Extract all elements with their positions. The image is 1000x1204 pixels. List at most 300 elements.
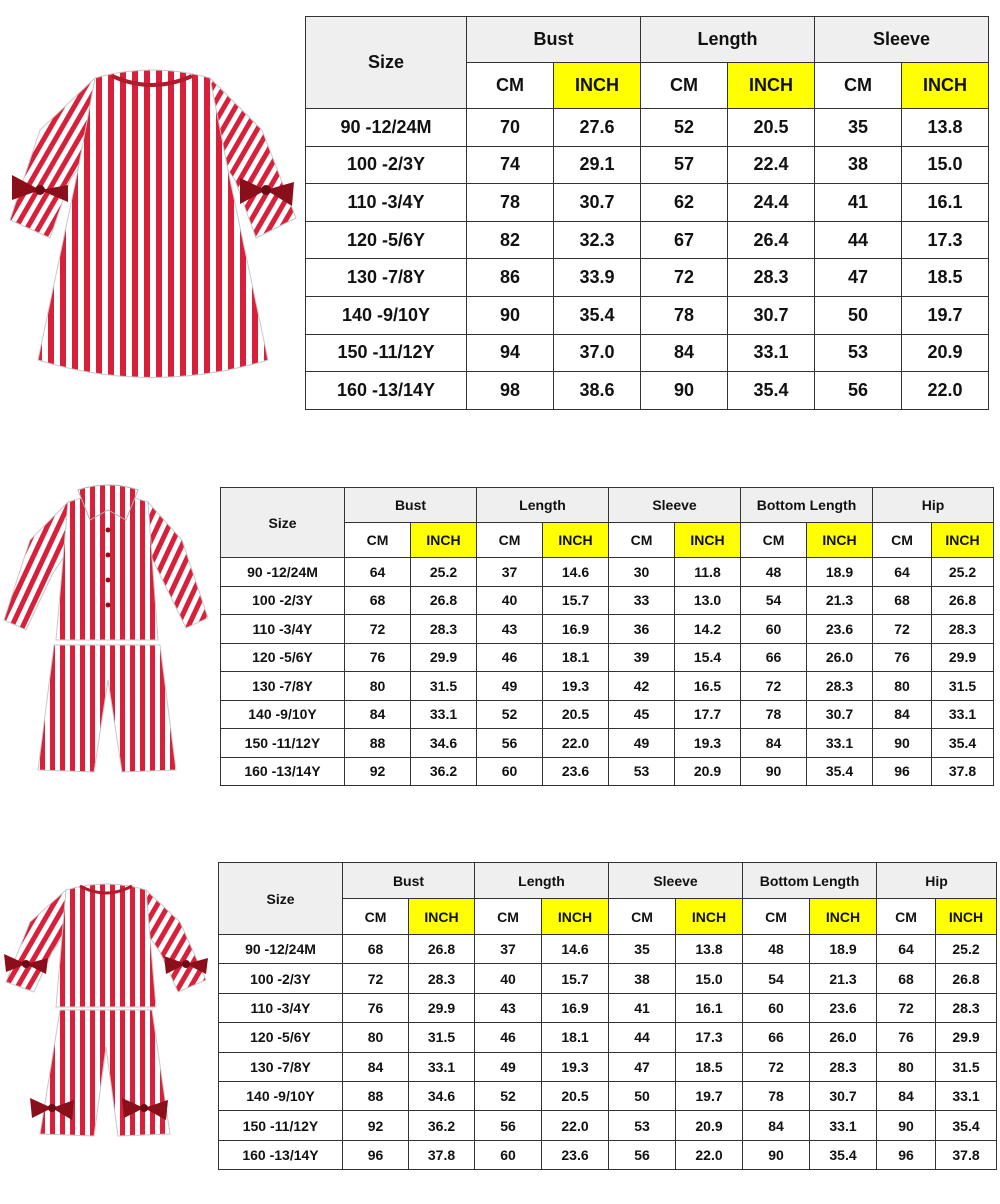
measurement-cell: 56: [609, 1140, 676, 1169]
measurement-cell: 18.1: [543, 643, 609, 672]
measurement-cell: 60: [741, 615, 807, 644]
table-row: [221, 643, 994, 672]
pajama-set-ruffle-illustration: [0, 872, 215, 1142]
measurement-cell: 23.6: [543, 757, 609, 786]
unit-inch: INCH: [932, 523, 994, 558]
size-label-cell: 110 -3/4Y: [221, 615, 345, 644]
measurement-cell: 66: [743, 1023, 810, 1052]
measurement-cell: 28.3: [810, 1052, 877, 1081]
measurement-cell: 31.5: [932, 672, 994, 701]
size-label-cell: 130 -7/8Y: [221, 672, 345, 701]
table-row: [221, 700, 994, 729]
measurement-cell: 82: [467, 221, 554, 259]
measurement-cell: 13.8: [902, 109, 989, 147]
unit-inch: INCH: [936, 899, 997, 935]
measurement-cell: 14.6: [542, 935, 609, 964]
measurement-cell: 38: [609, 964, 676, 993]
measurement-cell: 56: [815, 372, 902, 410]
measurement-cell: 36.2: [409, 1111, 475, 1140]
measurement-cell: 46: [477, 643, 543, 672]
measurement-cell: 96: [873, 757, 932, 786]
table-row: [219, 964, 997, 993]
measurement-cell: 28.3: [932, 615, 994, 644]
size-label-cell: 90 -12/24M: [219, 935, 343, 964]
measurement-cell: 27.6: [554, 109, 641, 147]
size-label-cell: 150 -11/12Y: [306, 334, 467, 372]
table-row: [306, 296, 989, 334]
measurement-cell: 31.5: [409, 1023, 475, 1052]
measurement-cell: 24.4: [728, 184, 815, 222]
measurement-cell: 36.2: [411, 757, 477, 786]
measurement-cell: 25.2: [932, 558, 994, 587]
measurement-cell: 49: [475, 1052, 542, 1081]
measurement-cell: 50: [609, 1081, 676, 1110]
measurement-cell: 90: [873, 729, 932, 758]
measurement-cell: 84: [741, 729, 807, 758]
size-header: Size: [221, 488, 345, 558]
measurement-cell: 18.9: [807, 558, 873, 587]
measurement-cell: 86: [467, 259, 554, 297]
size-label-cell: 150 -11/12Y: [221, 729, 345, 758]
size-header: Size: [306, 17, 467, 109]
table-row: [306, 334, 989, 372]
measurement-cell: 23.6: [542, 1140, 609, 1169]
measurement-cell: 35.4: [936, 1111, 997, 1140]
measurement-cell: 41: [815, 184, 902, 222]
measurement-cell: 54: [743, 964, 810, 993]
pajama-set-collar-illustration: [0, 480, 215, 775]
measurement-cell: 15.0: [902, 146, 989, 184]
measurement-cell: 16.9: [543, 615, 609, 644]
measurement-cell: 31.5: [411, 672, 477, 701]
unit-inch: INCH: [902, 63, 989, 109]
measurement-cell: 43: [475, 993, 542, 1022]
measurement-cell: 53: [609, 757, 675, 786]
measurement-cell: 78: [467, 184, 554, 222]
measurement-cell: 13.0: [675, 586, 741, 615]
measurement-cell: 20.9: [675, 757, 741, 786]
measurement-cell: 16.5: [675, 672, 741, 701]
measurement-cell: 19.7: [676, 1081, 743, 1110]
unit-inch: INCH: [807, 523, 873, 558]
measurement-cell: 22.4: [728, 146, 815, 184]
unit-cm: CM: [475, 899, 542, 935]
measurement-cell: 60: [743, 993, 810, 1022]
measurement-cell: 64: [877, 935, 936, 964]
measurement-cell: 17.3: [902, 221, 989, 259]
measurement-cell: 48: [743, 935, 810, 964]
measurement-cell: 16.1: [902, 184, 989, 222]
measurement-cell: 28.3: [807, 672, 873, 701]
measurement-cell: 15.0: [676, 964, 743, 993]
measurement-cell: 60: [477, 757, 543, 786]
measurement-cell: 18.5: [676, 1052, 743, 1081]
measurement-cell: 28.3: [411, 615, 477, 644]
measurement-cell: 90: [467, 296, 554, 334]
table-row: [221, 757, 994, 786]
size-label-cell: 120 -5/6Y: [219, 1023, 343, 1052]
table-row: [306, 221, 989, 259]
table-row: [221, 558, 994, 587]
measurement-cell: 20.5: [542, 1081, 609, 1110]
unit-cm: CM: [877, 899, 936, 935]
measurement-cell: 15.7: [542, 964, 609, 993]
size-label-cell: 90 -12/24M: [306, 109, 467, 147]
measurement-cell: 80: [343, 1023, 409, 1052]
measurement-cell: 72: [343, 964, 409, 993]
measurement-cell: 92: [345, 757, 411, 786]
measurement-cell: 35.4: [810, 1140, 877, 1169]
measurement-cell: 35: [609, 935, 676, 964]
column-header-bust: Bust: [345, 488, 477, 523]
measurement-cell: 80: [345, 672, 411, 701]
measurement-cell: 57: [641, 146, 728, 184]
measurement-cell: 35.4: [932, 729, 994, 758]
measurement-cell: 49: [609, 729, 675, 758]
unit-inch: INCH: [409, 899, 475, 935]
measurement-cell: 70: [467, 109, 554, 147]
column-header-hip: Hip: [877, 863, 997, 899]
measurement-cell: 20.5: [728, 109, 815, 147]
measurement-cell: 33.1: [936, 1081, 997, 1110]
measurement-cell: 78: [641, 296, 728, 334]
measurement-cell: 56: [475, 1111, 542, 1140]
measurement-cell: 16.1: [676, 993, 743, 1022]
measurement-cell: 29.9: [936, 1023, 997, 1052]
table-row: [306, 109, 989, 147]
column-header-bust: Bust: [467, 17, 641, 63]
measurement-cell: 38: [815, 146, 902, 184]
measurement-cell: 29.9: [409, 993, 475, 1022]
measurement-cell: 48: [741, 558, 807, 587]
measurement-cell: 40: [475, 964, 542, 993]
measurement-cell: 26.0: [810, 1023, 877, 1052]
size-label-cell: 130 -7/8Y: [306, 259, 467, 297]
measurement-cell: 47: [815, 259, 902, 297]
column-header-bottom-length: Bottom Length: [743, 863, 877, 899]
measurement-cell: 34.6: [411, 729, 477, 758]
measurement-cell: 44: [815, 221, 902, 259]
measurement-cell: 29.9: [411, 643, 477, 672]
table-row: [306, 184, 989, 222]
measurement-cell: 26.4: [728, 221, 815, 259]
measurement-cell: 14.2: [675, 615, 741, 644]
size-label-cell: 90 -12/24M: [221, 558, 345, 587]
table-row: [306, 146, 989, 184]
measurement-cell: 84: [641, 334, 728, 372]
measurement-cell: 64: [873, 558, 932, 587]
measurement-cell: 21.3: [810, 964, 877, 993]
measurement-cell: 72: [873, 615, 932, 644]
size-label-cell: 160 -13/14Y: [306, 372, 467, 410]
measurement-cell: 33.1: [932, 700, 994, 729]
unit-inch: INCH: [411, 523, 477, 558]
measurement-cell: 22.0: [543, 729, 609, 758]
measurement-cell: 31.5: [936, 1052, 997, 1081]
table-row: [219, 1023, 997, 1052]
measurement-cell: 76: [877, 1023, 936, 1052]
measurement-cell: 33.1: [728, 334, 815, 372]
measurement-cell: 60: [475, 1140, 542, 1169]
measurement-cell: 94: [467, 334, 554, 372]
size-label-cell: 120 -5/6Y: [221, 643, 345, 672]
measurement-cell: 26.8: [932, 586, 994, 615]
measurement-cell: 30.7: [728, 296, 815, 334]
measurement-cell: 14.6: [543, 558, 609, 587]
size-label-cell: 100 -2/3Y: [306, 146, 467, 184]
measurement-cell: 74: [467, 146, 554, 184]
measurement-cell: 35.4: [807, 757, 873, 786]
size-label-cell: 140 -9/10Y: [306, 296, 467, 334]
measurement-cell: 68: [343, 935, 409, 964]
column-header-sleeve: Sleeve: [815, 17, 989, 63]
measurement-cell: 88: [343, 1081, 409, 1110]
size-label-cell: 120 -5/6Y: [306, 221, 467, 259]
measurement-cell: 26.8: [409, 935, 475, 964]
measurement-cell: 72: [741, 672, 807, 701]
table-row: [221, 672, 994, 701]
measurement-cell: 38.6: [554, 372, 641, 410]
size-label-cell: 100 -2/3Y: [221, 586, 345, 615]
measurement-cell: 37.0: [554, 334, 641, 372]
measurement-cell: 84: [345, 700, 411, 729]
measurement-cell: 37.8: [936, 1140, 997, 1169]
measurement-cell: 19.7: [902, 296, 989, 334]
measurement-cell: 34.6: [409, 1081, 475, 1110]
column-header-length: Length: [641, 17, 815, 63]
size-label-cell: 160 -13/14Y: [221, 757, 345, 786]
measurement-cell: 84: [743, 1111, 810, 1140]
measurement-cell: 26.8: [411, 586, 477, 615]
measurement-cell: 36: [609, 615, 675, 644]
measurement-cell: 39: [609, 643, 675, 672]
unit-inch: INCH: [542, 899, 609, 935]
column-header-sleeve: Sleeve: [609, 863, 743, 899]
size-header: Size: [219, 863, 343, 935]
size-label-cell: 140 -9/10Y: [219, 1081, 343, 1110]
measurement-cell: 66: [741, 643, 807, 672]
table-row: [306, 372, 989, 410]
table-row: [219, 1140, 997, 1169]
size-label-cell: 100 -2/3Y: [219, 964, 343, 993]
measurement-cell: 35: [815, 109, 902, 147]
measurement-cell: 96: [343, 1140, 409, 1169]
measurement-cell: 28.3: [409, 964, 475, 993]
measurement-cell: 16.9: [542, 993, 609, 1022]
size-label-cell: 160 -13/14Y: [219, 1140, 343, 1169]
measurement-cell: 52: [477, 700, 543, 729]
measurement-cell: 67: [641, 221, 728, 259]
measurement-cell: 19.3: [542, 1052, 609, 1081]
measurement-cell: 29.1: [554, 146, 641, 184]
unit-cm: CM: [345, 523, 411, 558]
size-label-cell: 110 -3/4Y: [306, 184, 467, 222]
measurement-cell: 68: [873, 586, 932, 615]
unit-cm: CM: [467, 63, 554, 109]
measurement-cell: 11.8: [675, 558, 741, 587]
measurement-cell: 29.9: [932, 643, 994, 672]
measurement-cell: 18.1: [542, 1023, 609, 1052]
measurement-cell: 22.0: [902, 372, 989, 410]
unit-cm: CM: [609, 523, 675, 558]
unit-inch: INCH: [728, 63, 815, 109]
measurement-cell: 56: [477, 729, 543, 758]
measurement-cell: 53: [815, 334, 902, 372]
measurement-cell: 43: [477, 615, 543, 644]
measurement-cell: 33.1: [411, 700, 477, 729]
measurement-cell: 46: [475, 1023, 542, 1052]
measurement-cell: 72: [877, 993, 936, 1022]
measurement-cell: 53: [609, 1111, 676, 1140]
measurement-cell: 18.5: [902, 259, 989, 297]
measurement-cell: 28.3: [936, 993, 997, 1022]
measurement-cell: 19.3: [543, 672, 609, 701]
measurement-cell: 19.3: [675, 729, 741, 758]
unit-cm: CM: [477, 523, 543, 558]
measurement-cell: 20.9: [902, 334, 989, 372]
measurement-cell: 28.3: [728, 259, 815, 297]
unit-cm: CM: [741, 523, 807, 558]
column-header-bottom-length: Bottom Length: [741, 488, 873, 523]
measurement-cell: 22.0: [542, 1111, 609, 1140]
measurement-cell: 33.1: [409, 1052, 475, 1081]
measurement-cell: 21.3: [807, 586, 873, 615]
measurement-cell: 15.7: [543, 586, 609, 615]
measurement-cell: 90: [641, 372, 728, 410]
table-row: [219, 935, 997, 964]
measurement-cell: 30.7: [554, 184, 641, 222]
table-row: [219, 1111, 997, 1140]
measurement-cell: 84: [877, 1081, 936, 1110]
measurement-cell: 37: [477, 558, 543, 587]
measurement-cell: 72: [641, 259, 728, 297]
measurement-cell: 76: [343, 993, 409, 1022]
measurement-cell: 35.4: [728, 372, 815, 410]
measurement-cell: 40: [477, 586, 543, 615]
measurement-cell: 17.3: [676, 1023, 743, 1052]
measurement-cell: 80: [877, 1052, 936, 1081]
measurement-cell: 76: [873, 643, 932, 672]
measurement-cell: 68: [345, 586, 411, 615]
measurement-cell: 41: [609, 993, 676, 1022]
measurement-cell: 17.7: [675, 700, 741, 729]
size-chart-table-dress: [305, 16, 989, 410]
measurement-cell: 33.9: [554, 259, 641, 297]
measurement-cell: 20.5: [543, 700, 609, 729]
size-label-cell: 130 -7/8Y: [219, 1052, 343, 1081]
size-chart-table-pajama-ruffle: [218, 862, 997, 1170]
size-label-cell: 140 -9/10Y: [221, 700, 345, 729]
measurement-cell: 47: [609, 1052, 676, 1081]
measurement-cell: 90: [877, 1111, 936, 1140]
table-row: [221, 586, 994, 615]
measurement-cell: 25.2: [411, 558, 477, 587]
measurement-cell: 33.1: [807, 729, 873, 758]
table-row: [306, 259, 989, 297]
unit-cm: CM: [873, 523, 932, 558]
unit-cm: CM: [641, 63, 728, 109]
measurement-cell: 98: [467, 372, 554, 410]
nightgown-dress-illustration: [0, 50, 305, 400]
measurement-cell: 84: [343, 1052, 409, 1081]
table-row: [219, 993, 997, 1022]
unit-cm: CM: [343, 899, 409, 935]
table-row: [221, 615, 994, 644]
measurement-cell: 32.3: [554, 221, 641, 259]
measurement-cell: 49: [477, 672, 543, 701]
measurement-cell: 62: [641, 184, 728, 222]
measurement-cell: 30: [609, 558, 675, 587]
column-header-length: Length: [475, 863, 609, 899]
measurement-cell: 72: [345, 615, 411, 644]
size-label-cell: 110 -3/4Y: [219, 993, 343, 1022]
unit-inch: INCH: [554, 63, 641, 109]
column-header-bust: Bust: [343, 863, 475, 899]
column-header-length: Length: [477, 488, 609, 523]
unit-inch: INCH: [676, 899, 743, 935]
measurement-cell: 44: [609, 1023, 676, 1052]
unit-inch: INCH: [675, 523, 741, 558]
measurement-cell: 35.4: [554, 296, 641, 334]
measurement-cell: 20.9: [676, 1111, 743, 1140]
measurement-cell: 64: [345, 558, 411, 587]
unit-inch: INCH: [543, 523, 609, 558]
measurement-cell: 50: [815, 296, 902, 334]
measurement-cell: 26.8: [936, 964, 997, 993]
size-chart-table-pajama-collar: [220, 487, 994, 786]
measurement-cell: 23.6: [807, 615, 873, 644]
measurement-cell: 18.9: [810, 935, 877, 964]
measurement-cell: 88: [345, 729, 411, 758]
column-header-hip: Hip: [873, 488, 994, 523]
measurement-cell: 26.0: [807, 643, 873, 672]
measurement-cell: 23.6: [810, 993, 877, 1022]
unit-cm: CM: [743, 899, 810, 935]
measurement-cell: 76: [345, 643, 411, 672]
measurement-cell: 37.8: [409, 1140, 475, 1169]
measurement-cell: 84: [873, 700, 932, 729]
measurement-cell: 90: [743, 1140, 810, 1169]
measurement-cell: 37: [475, 935, 542, 964]
table-row: [219, 1081, 997, 1110]
column-header-sleeve: Sleeve: [609, 488, 741, 523]
measurement-cell: 30.7: [807, 700, 873, 729]
measurement-cell: 33: [609, 586, 675, 615]
measurement-cell: 80: [873, 672, 932, 701]
table-row: [219, 1052, 997, 1081]
unit-cm: CM: [609, 899, 676, 935]
measurement-cell: 30.7: [810, 1081, 877, 1110]
measurement-cell: 22.0: [676, 1140, 743, 1169]
measurement-cell: 42: [609, 672, 675, 701]
size-label-cell: 150 -11/12Y: [219, 1111, 343, 1140]
measurement-cell: 15.4: [675, 643, 741, 672]
table-row: [221, 729, 994, 758]
measurement-cell: 37.8: [932, 757, 994, 786]
measurement-cell: 72: [743, 1052, 810, 1081]
unit-inch: INCH: [810, 899, 877, 935]
measurement-cell: 92: [343, 1111, 409, 1140]
measurement-cell: 52: [641, 109, 728, 147]
unit-cm: CM: [815, 63, 902, 109]
measurement-cell: 90: [741, 757, 807, 786]
measurement-cell: 68: [877, 964, 936, 993]
measurement-cell: 78: [741, 700, 807, 729]
measurement-cell: 96: [877, 1140, 936, 1169]
measurement-cell: 45: [609, 700, 675, 729]
measurement-cell: 25.2: [936, 935, 997, 964]
measurement-cell: 13.8: [676, 935, 743, 964]
